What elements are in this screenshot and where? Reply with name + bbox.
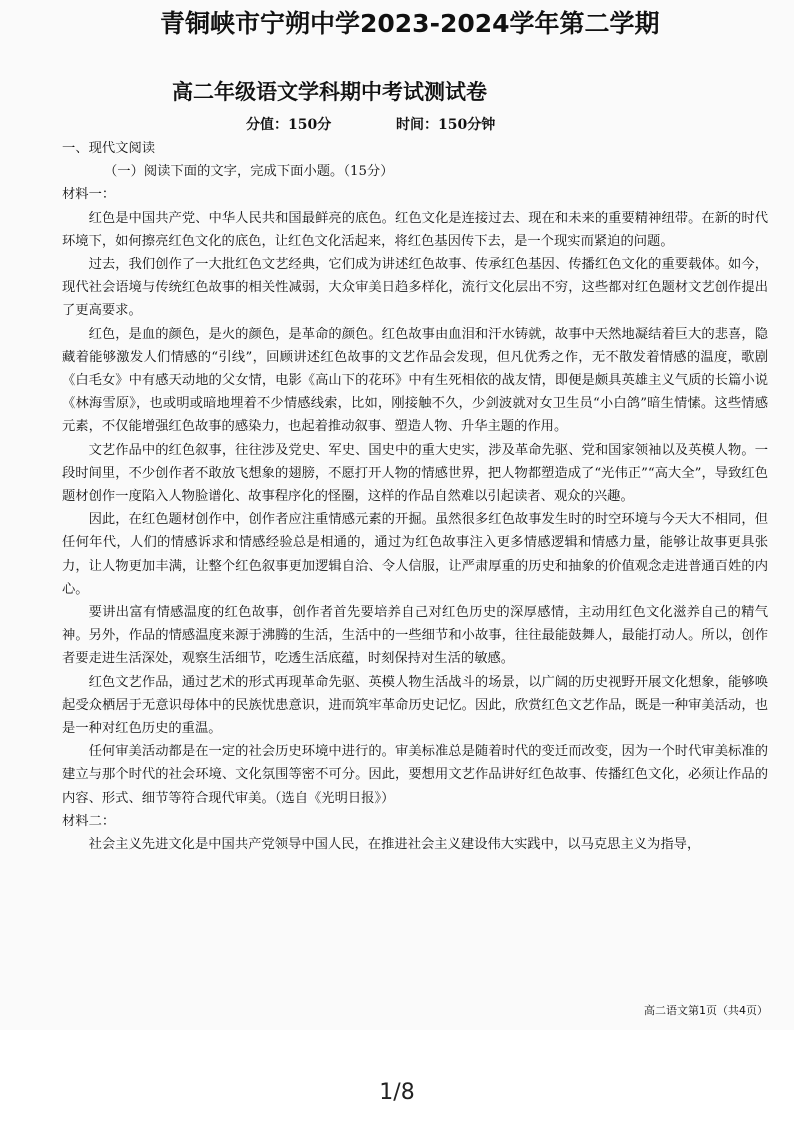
page-footer: 高二语文第1页（共4页）: [644, 1004, 768, 1017]
material-label: 材料一：: [62, 187, 116, 203]
paragraph: 要讲出富有情感温度的红色故事，创作者首先要培养自己对红色历史的深厚感情，主动用红色文化滋养自己的精气神。另外，作品的情感温度来源于沸腾的生活，生活中的一些细节和小故事，往往最能鼓舞人，最能打动人。所以，创作者要走进生活深处，观察生活细节，吃透生活底蕴，时刻保持对生活的敏感。: [62, 605, 768, 667]
exam-title: 青铜峡市宁朔中学2023-2024学年第二学期: [160, 9, 660, 38]
score-label: 分值：150分: [246, 117, 332, 133]
page-indicator: 1/8: [379, 1080, 415, 1105]
paragraph: 因此，在红色题材创作中，创作者应注重情感元素的开掘。虽然很多红色故事发生时的时空环境与今天大不相同，但任何年代，人们的情感诉求和情感经验总是相通的，通过为红色故事注入更多情感逻辑和情感力量，能够让故事更具张力，让人物更加丰满，让整个红色叙事更加逻辑自洽、令人信服，让严肃厚重的历史和抽象的价值观念走进普通百姓的内心。: [62, 512, 768, 597]
paragraph: 过去，我们创作了一大批红色文艺经典，它们成为讲述红色故事、传承红色基因、传播红色文化的重要载体。如今，现代社会语境与传统红色故事的相关性减弱，大众审美日趋多样化，流行文化层出不穷，这些都对红色题材文艺创作提出了更高要求。: [62, 257, 768, 319]
exam-body: [62, 137, 768, 856]
exam-subtitle: 高二年级语文学科期中考试测试卷: [172, 80, 487, 104]
section-heading: 一、现代文阅读: [62, 141, 156, 156]
time-label: 时间：150分钟: [396, 117, 496, 133]
subsection-heading: （一）阅读下面的文字，完成下面小题。（15分）: [104, 164, 394, 180]
material-label: 材料二：: [62, 813, 116, 829]
paragraph: 社会主义先进文化是中国共产党领导中国人民，在推进社会主义建设伟大实践中，以马克思主义为指导，: [88, 837, 701, 853]
paragraph: 文艺作品中的红色叙事，往往涉及党史、军史、国史中的重大史实，涉及革命先驱、党和国家领袖以及英模人物。一段时间里，不少创作者不敢放飞想象的翅膀，不愿打开人物的情感世界，把人物都塑造成了“光伟正”“高大全”，导致红色题材创作一度陷入人物脸谱化、故事程序化的怪圈，这样的作品自然难以引起读者、观众的兴趣。: [62, 442, 768, 505]
paragraph: 红色文艺作品，通过艺术的形式再现革命先驱、英模人物生活战斗的场景，以广阔的历史视野开展文化想象，能够唤起受众栖居于无意识母体中的民族忧患意识，进而筑牢革命历史记忆。因此，欣赏红色文艺作品，既是一种审美活动，也是一种对红色历史的重温。: [62, 674, 768, 737]
paragraph: 红色，是血的颜色，是火的颜色，是革命的颜色。红色故事由血泪和汗水铸就，故事中天然地凝结着巨大的悲喜，隐藏着能够激发人们情感的“引线”，回顾讲述红色故事的文艺作品会发现，但凡优秀之作，无不散发着情感的温度，歌剧《白毛女》中有感天动地的父女情，电影《高山下的花环》中有生死相依的战友情，即便是颇具英雄主义气质的长篇小说《林海雪原》，也或明或暗地埋着不少情感线索，比如，刚接触不久，少剑波就对女卫生员“小白鸽”暗生情愫。这些情感元素，不仅能增强红色故事的感染力，也起着推动叙事、塑造人物、升华主题的作用。: [62, 326, 768, 435]
paragraph: 红色是中国共产党、中华人民共和国最鲜亮的底色。红色文化是连接过去、现在和未来的重要精神纽带。在新的时代环境下，如何擦亮红色文化的底色，让红色文化活起来，将红色基因传下去，是一个现实而紧迫的问题。: [62, 210, 768, 249]
paragraph: 任何审美活动都是在一定的社会历史环境中进行的。审美标准总是随着时代的变迁而改变，因为一个时代审美标准的建立与那个时代的社会环境、文化氛围等密不可分。因此，要想用文艺作品讲好红色故事、传播红色文化，必须让作品的内容、形式、细节等符合现代审美。（选自《光明日报》）: [62, 744, 768, 806]
